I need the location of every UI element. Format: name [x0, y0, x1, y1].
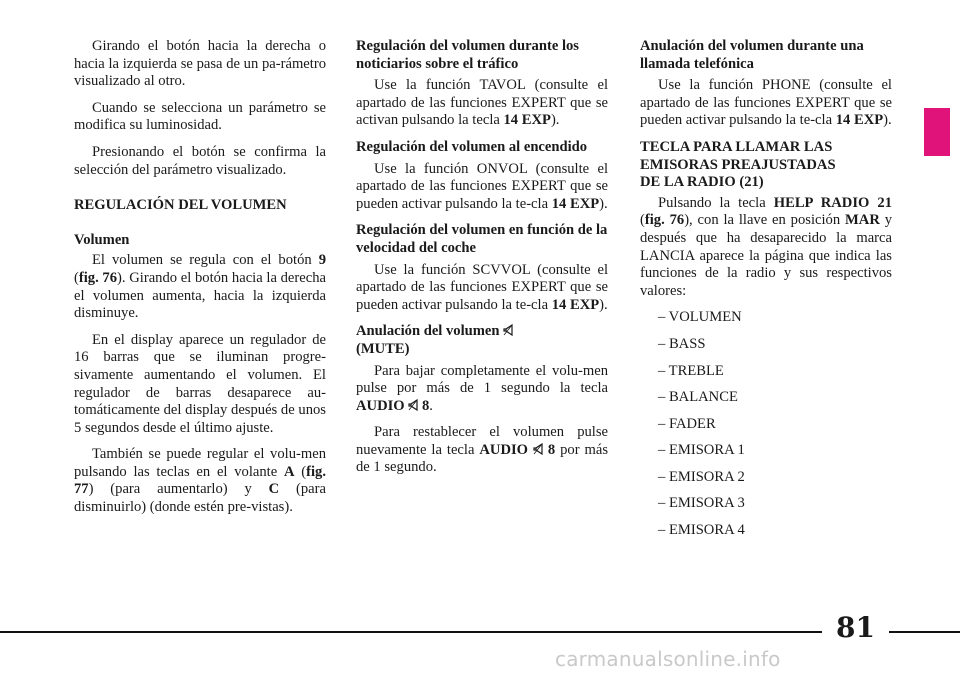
paragraph: Para bajar completamente el volu-men pulse por más de 1 segundo la tecla AUDIO 8. — [356, 362, 608, 414]
paragraph: El volumen se regula con el botón 9 (fig. 76). Girando el botón hacia la derecha el volumen aumenta, hacia la izquierda disminuye. — [74, 252, 326, 322]
paragraph: En el display aparece un regulador de 16 barras que se iluminan progre-sivamente aumentando el volumen. El regulador de barras desaparece au-tomáticamente del display después de unos 5 segundos desde el último ajuste. — [74, 331, 326, 436]
paragraph: Cuando se selecciona un parámetro se modifica su luminosidad. — [74, 99, 326, 134]
paragraph: Use la función ONVOL (consulte el apartado de las funciones EXPERT que se pueden activar pulsando la te-cla 14 EXP). — [356, 160, 608, 212]
list-item: – FADER — [658, 415, 716, 432]
list-item: – EMISORA 3 — [658, 495, 745, 512]
paragraph: Use la función TAVOL (consulte el apartado de las funciones EXPERT que se activan pulsando la tecla 14 EXP). — [356, 77, 608, 129]
list-item: – VOLUMEN — [658, 309, 742, 326]
subsection-heading: Regulación del volumen en función de la velocidad del coche — [356, 222, 608, 256]
paragraph: Para restablecer el volumen pulse nuevamente la tecla AUDIO 8 por más de 1 segundo. — [356, 424, 608, 476]
footer-rule-left — [0, 631, 822, 633]
page-number: 81 — [836, 611, 875, 644]
list-item: – EMISORA 2 — [658, 468, 745, 485]
paragraph: También se puede regular el volu-men pulsando las teclas en el volante A (fig. 77) (para aumentarlo) y C (para disminuirlo) (donde estén pre-vistas). — [74, 446, 326, 516]
text-column-2 — [356, 38, 608, 486]
paragraph: Pulsando la tecla HELP RADIO 21 (fig. 76), con la llave en posición MAR y después que ha desaparecido la marca LANCIA aparece la página que indica las funciones de la radio y sus respectivos valores: — [640, 194, 893, 299]
paragraph: Presionando el botón se confirma la selección del parámetro visualizado. — [74, 143, 326, 178]
subsection-heading: Volumen — [74, 231, 130, 248]
mute-speaker-icon — [408, 399, 418, 411]
list-item: – EMISORA 4 — [658, 522, 745, 539]
subsection-heading: Anulación del volumen (MUTE) — [356, 323, 608, 358]
mute-speaker-icon — [503, 324, 513, 336]
subsection-heading: Regulación del volumen durante los noticiarios sobre el tráfico — [356, 38, 579, 72]
section-heading: TECLA PARA LLAMAR LAS EMISORAS PREAJUSTADAS DE LA RADIO (21) — [640, 138, 836, 191]
text-column-1 — [74, 38, 326, 526]
watermark-text: carmanualsonline.info — [555, 647, 781, 671]
paragraph: Use la función PHONE (consulte el apartado de las funciones EXPERT que se pueden activar pulsando la te-cla 14 EXP). — [640, 77, 892, 129]
subsection-heading: Regulación del volumen al encendido — [356, 138, 588, 155]
list-item: – EMISORA 1 — [658, 442, 745, 459]
mute-speaker-icon — [533, 443, 543, 455]
footer-rule-right — [889, 631, 960, 633]
list-item: – TREBLE — [658, 362, 724, 379]
paragraph: Girando el botón hacia la derecha o hacia la izquierda se pasa de un pa-rámetro visualizado al otro. — [74, 38, 326, 90]
subsection-heading: Anulación del volumen durante una llamada telefónica — [640, 38, 864, 72]
section-heading: REGULACIÓN DEL VOLUMEN — [74, 197, 287, 214]
list-item: – BASS — [658, 335, 706, 352]
section-tab-marker — [924, 108, 950, 156]
paragraph: Use la función SCVVOL (consulte el apartado de las funciones EXPERT que se pueden activar pulsando la te-cla 14 EXP). — [356, 261, 608, 313]
list-item: – BALANCE — [658, 389, 738, 406]
text-column-3 — [640, 38, 892, 549]
